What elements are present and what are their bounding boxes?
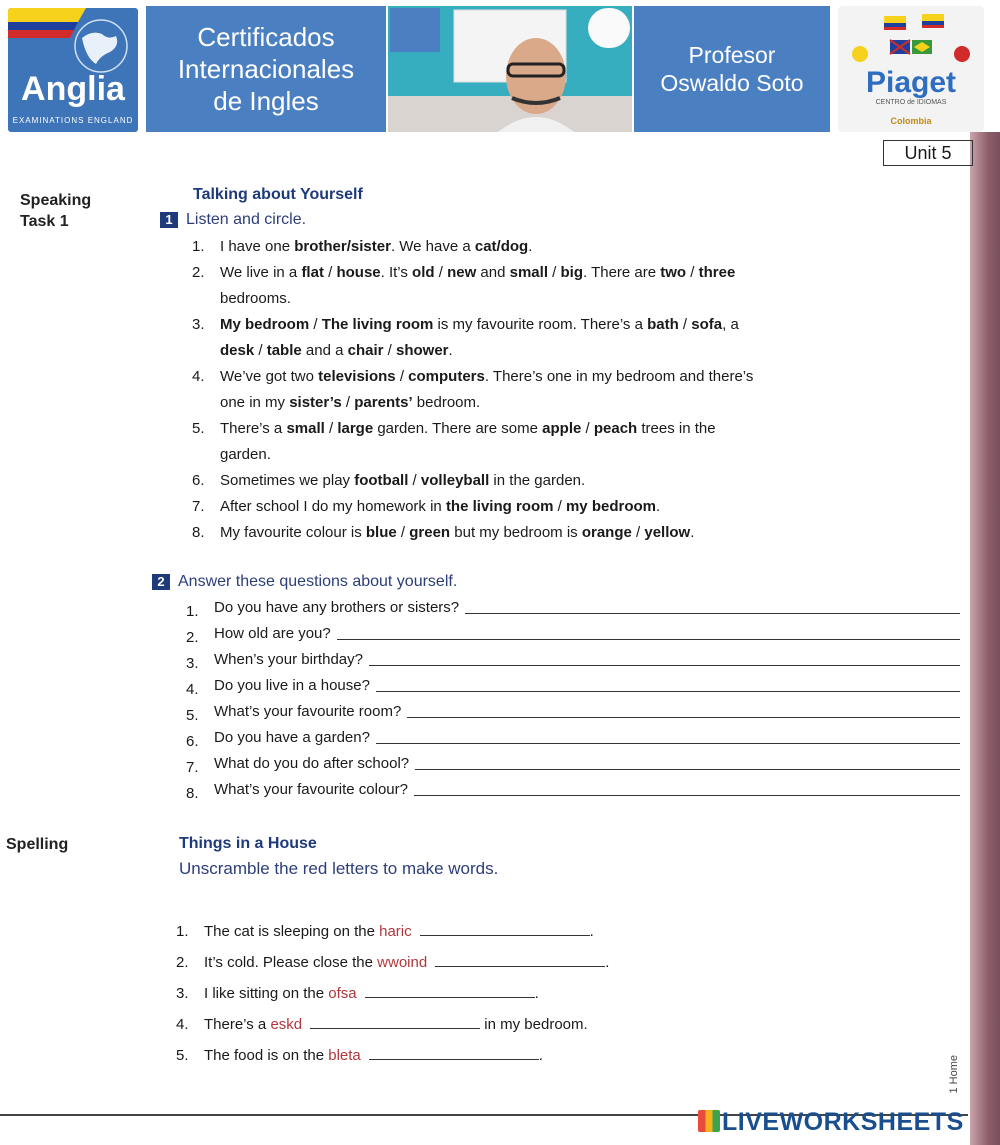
spelling-sentence-start: The cat is sleeping on the — [204, 923, 380, 940]
spelling-sentence-end: . — [605, 954, 610, 971]
task1-item-number: 6. — [192, 472, 205, 489]
task1-item-text[interactable]: We’ve got two televisions / computers. There’s one in my bedroom and there’s one in my sister’s / parents’ bedroom. — [220, 368, 754, 411]
spelling-answer-field[interactable] — [420, 921, 590, 936]
task2-list — [186, 594, 960, 802]
spelling-sentence-start: It’s cold. Please close the — [204, 954, 378, 971]
scrambled-word: bleta — [328, 1047, 361, 1064]
scrambled-word: ofsa — [328, 985, 357, 1002]
spelling-item-number: 5. — [176, 1047, 189, 1064]
task1-item-number: 7. — [192, 498, 205, 515]
task2-number-badge: 2 — [152, 574, 170, 590]
answer-field[interactable] — [414, 795, 960, 796]
piaget-logo-subtext: CENTRO de IDIOMAS — [875, 99, 947, 106]
question-text: What’s your favourite room? — [214, 703, 402, 720]
spelling-answer-field[interactable] — [310, 1014, 480, 1029]
question-number: 3. — [186, 655, 199, 672]
question-text: When’s your birthday? — [214, 651, 363, 668]
spelling-sentence-end: . — [534, 985, 539, 1002]
spelling-item — [176, 1040, 776, 1071]
globe-icon — [68, 18, 134, 74]
task1-item — [192, 260, 952, 312]
footer-side-text: 1 Home — [948, 1055, 960, 1094]
scrambled-word: eskd — [270, 1016, 303, 1033]
spelling-list — [176, 916, 776, 1071]
task1-item-text[interactable]: Sometimes we play football / volleyball in the garden. — [220, 472, 586, 489]
answer-field[interactable] — [465, 613, 960, 614]
question-row — [186, 724, 960, 750]
task2-header — [152, 573, 457, 591]
question-row — [186, 698, 960, 724]
answer-field[interactable] — [337, 639, 960, 640]
task1-item-number: 1. — [192, 238, 205, 255]
question-text: Do you have a garden? — [214, 729, 370, 746]
question-text: Do you have any brothers or sisters? — [214, 599, 460, 616]
spelling-answer-field[interactable] — [369, 1045, 539, 1060]
spelling-side-label: Spelling — [6, 836, 69, 853]
question-row — [186, 776, 960, 802]
banner-right-text: Profesor Oswaldo Soto — [660, 42, 804, 96]
spelling-instruction: Unscramble the red letters to make words. — [179, 859, 499, 878]
task1-item-number: 4. — [192, 368, 205, 385]
task1-header — [160, 211, 306, 229]
spelling-item — [176, 916, 776, 947]
answer-field[interactable] — [376, 691, 960, 692]
anglia-logo — [8, 8, 138, 132]
task1-item-text[interactable]: There’s a small / large garden. There are some apple / peach trees in the garden. — [220, 420, 716, 463]
unit-label: Unit 5 — [883, 140, 973, 166]
piaget-logo-country: Colombia — [890, 116, 932, 126]
spelling-item — [176, 1009, 776, 1040]
spelling-item — [176, 947, 776, 978]
question-row — [186, 672, 960, 698]
answer-field[interactable] — [376, 743, 960, 744]
question-number: 6. — [186, 733, 199, 750]
question-text: Do you live in a house? — [214, 677, 370, 694]
question-row — [186, 620, 960, 646]
spelling-sentence-end: . — [538, 1047, 543, 1064]
flags-hands-icon — [846, 10, 976, 70]
question-number: 8. — [186, 785, 199, 802]
task1-item-number: 5. — [192, 420, 205, 437]
question-text: What do you do after school? — [214, 755, 410, 772]
task1-list — [192, 234, 952, 546]
speaking-side-label: Speaking Task 1 — [20, 192, 92, 230]
spelling-sentence-start: There’s a — [204, 1016, 271, 1033]
anglia-logo-subtext: EXAMINATIONS ENGLAND — [12, 116, 134, 125]
task1-item-number: 8. — [192, 524, 205, 541]
teacher-portrait-icon — [388, 6, 632, 132]
banner-teacher-name — [634, 6, 830, 132]
question-row — [186, 750, 960, 776]
anglia-logo-text: Anglia — [21, 70, 125, 108]
scrambled-word: haric — [379, 923, 412, 940]
liveworksheets-logo-icon — [698, 1110, 720, 1132]
task1-item-number: 3. — [192, 316, 205, 333]
question-number: 5. — [186, 707, 199, 724]
page-edge — [970, 132, 1000, 1145]
task1-instruction: Listen and circle. — [186, 211, 307, 228]
task2-instruction: Answer these questions about yourself. — [178, 573, 458, 590]
spelling-item — [176, 978, 776, 1009]
banner-left-text: Certificados Internacionales de Ingles — [177, 22, 355, 116]
task1-item — [192, 416, 952, 468]
piaget-logo-text: Piaget — [865, 66, 957, 99]
question-text: How old are you? — [214, 625, 331, 642]
teacher-photo — [388, 6, 632, 132]
spelling-answer-field[interactable] — [365, 983, 535, 998]
spelling-item-number: 4. — [176, 1016, 189, 1033]
scrambled-word: wwoind — [377, 954, 428, 971]
task1-item-text[interactable]: After school I do my homework in the living room / my bedroom. — [220, 498, 661, 515]
banner-title-left — [146, 6, 386, 132]
question-number: 1. — [186, 603, 199, 620]
task1-item — [192, 234, 952, 260]
task1-item-text[interactable]: We live in a flat / house. It’s old / new and small / big. There are two / three bedrooms. — [220, 264, 736, 307]
liveworksheets-text: LIVEWORKSHEETS — [722, 1108, 964, 1136]
question-number: 2. — [186, 629, 199, 646]
question-row — [186, 594, 960, 620]
spelling-sentence-end: in my bedroom. — [480, 1016, 588, 1033]
answer-field[interactable] — [415, 769, 960, 770]
task1-item — [192, 468, 952, 494]
question-text: What’s your favourite colour? — [214, 781, 408, 798]
answer-field[interactable] — [407, 717, 960, 718]
liveworksheets-brand[interactable] — [698, 1108, 964, 1137]
task1-item-text[interactable]: My bedroom / The living room is my favourite room. There’s a bath / sofa, a desk / table and a chair / shower. — [220, 316, 739, 359]
question-row — [186, 646, 960, 672]
spelling-sentence-start: I like sitting on the — [204, 985, 329, 1002]
question-number: 4. — [186, 681, 199, 698]
spelling-item-number: 1. — [176, 923, 189, 940]
spelling-answer-field[interactable] — [435, 952, 605, 967]
task1-item — [192, 494, 952, 520]
spelling-title: Things in a House — [179, 835, 317, 852]
piaget-logo — [838, 6, 984, 132]
task1-number-badge: 1 — [160, 212, 178, 228]
spelling-sentence-start: The food is on the — [204, 1047, 329, 1064]
speaking-title: Talking about Yourself — [193, 186, 363, 203]
task1-item — [192, 364, 952, 416]
task1-item — [192, 312, 952, 364]
task1-item-text[interactable]: My favourite colour is blue / green but my bedroom is orange / yellow. — [220, 524, 695, 541]
spelling-item-number: 3. — [176, 985, 189, 1002]
spelling-item-number: 2. — [176, 954, 189, 971]
spelling-sentence-end: . — [589, 923, 594, 940]
question-number: 7. — [186, 759, 199, 776]
answer-field[interactable] — [369, 665, 960, 666]
task1-item-number: 2. — [192, 264, 205, 281]
task1-item-text[interactable]: I have one brother/sister. We have a cat/dog. — [220, 238, 533, 255]
task1-item — [192, 520, 952, 546]
